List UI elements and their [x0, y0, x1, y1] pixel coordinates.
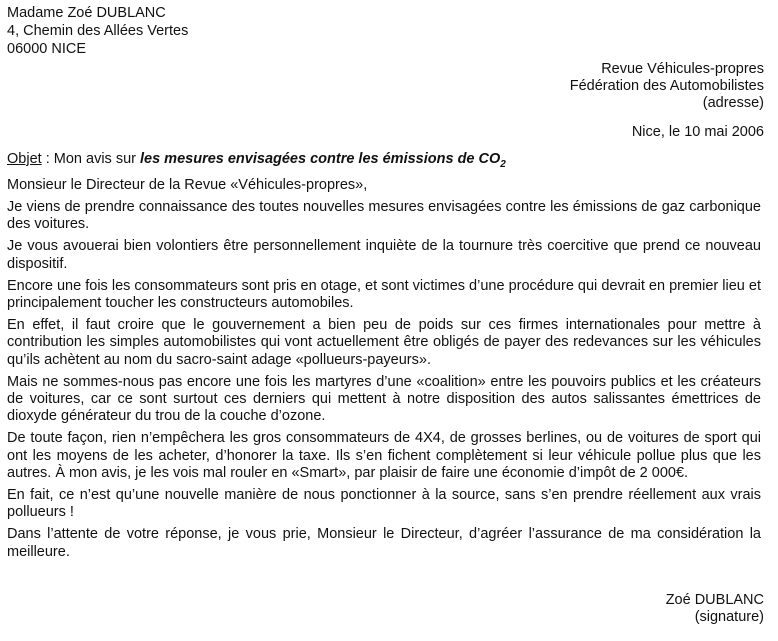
sender-name: Madame Zoé DUBLANC [7, 5, 166, 21]
recipient-line-2: Fédération des Automobilistes [569, 78, 764, 94]
paragraph: Dans l’attente de votre réponse, je vous prie, Monsieur le Directeur, d’agréer l’assurance de ma considération la meilleure. [7, 526, 761, 560]
paragraph: En fait, ce n’est qu’une nouvelle manière de nous ponctionner à la source, sans s’en prendre réellement aux vrais pollueurs ! [7, 487, 761, 521]
subject-separator: : [41, 151, 54, 167]
paragraph: Encore une fois les consommateurs sont pris en otage, et sont victimes d’une procédure qui devrait en premier lieu et principalement toucher les constructeurs automobiles. [7, 277, 761, 311]
sender-street: 4, Chemin des Allées Vertes [7, 23, 189, 39]
recipient-address [570, 61, 764, 112]
subject-subscript: 2 [500, 158, 506, 170]
sender-city: 06000 NICE [7, 41, 86, 57]
letter-body [7, 177, 761, 566]
signature-note: (signature) [694, 609, 764, 625]
recipient-line-1: Revue Véhicules-propres [601, 61, 764, 77]
subject-emphasis-text: les mesures envisagées contre les émissions de CO [140, 151, 501, 167]
paragraph: En effet, il faut croire que le gouvernement a bien peu de poids sur ces firmes internationales pour mettre à contribution les simples automobilistes qui vont actuellement être obligés de payer des redevances sur les véhicules qu’ils achètent au nom du sacro-saint adage «pollueurs-payeurs». [7, 316, 761, 368]
salutation: Monsieur le Directeur de la Revue «Véhicules-propres», [7, 177, 368, 193]
letter-date: Nice, le 10 mai 2006 [631, 124, 764, 140]
recipient-line-3: (adresse) [702, 95, 764, 111]
signature-block [666, 592, 764, 626]
paragraph: Je vous avouerai bien volontiers être personnellement inquiète de la tournure très coercitive que prend ce nouveau dispositif. [7, 238, 761, 272]
paragraph: De toute façon, rien n’empêchera les gros consommateurs de 4X4, de grosses berlines, ou de voitures de sport qui ont les moyens de les acheter, d’honorer la taxe. Ils s’en fichent complètement si leur véhicule pollue plus que les autres. À mon avis, je les vois mal rouler en «Smart», par plaisir de faire une économie d’impôt de 2 000€. [7, 430, 761, 482]
paragraph: Je viens de prendre connaissance des toutes nouvelles mesures envisagées contre les émissions de gaz carbonique des voitures. [7, 198, 761, 233]
paragraph: Mais ne sommes-nous pas encore une fois les martyres d’une «coalition» entre les pouvoirs publics et les créateurs de voitures, car ce sont surtout ces derniers qui mettent à notre disposition des autos salissantes émettrices de dioxyde générateur du trou de la couche d’ozone. [7, 373, 761, 425]
subject-line [7, 150, 506, 174]
subject-label: Objet [7, 151, 42, 167]
signature-name: Zoé DUBLANC [665, 592, 764, 608]
sender-address [7, 4, 188, 58]
subject-prefix: Mon avis sur [53, 151, 140, 167]
subject-emphasis [140, 151, 506, 170]
